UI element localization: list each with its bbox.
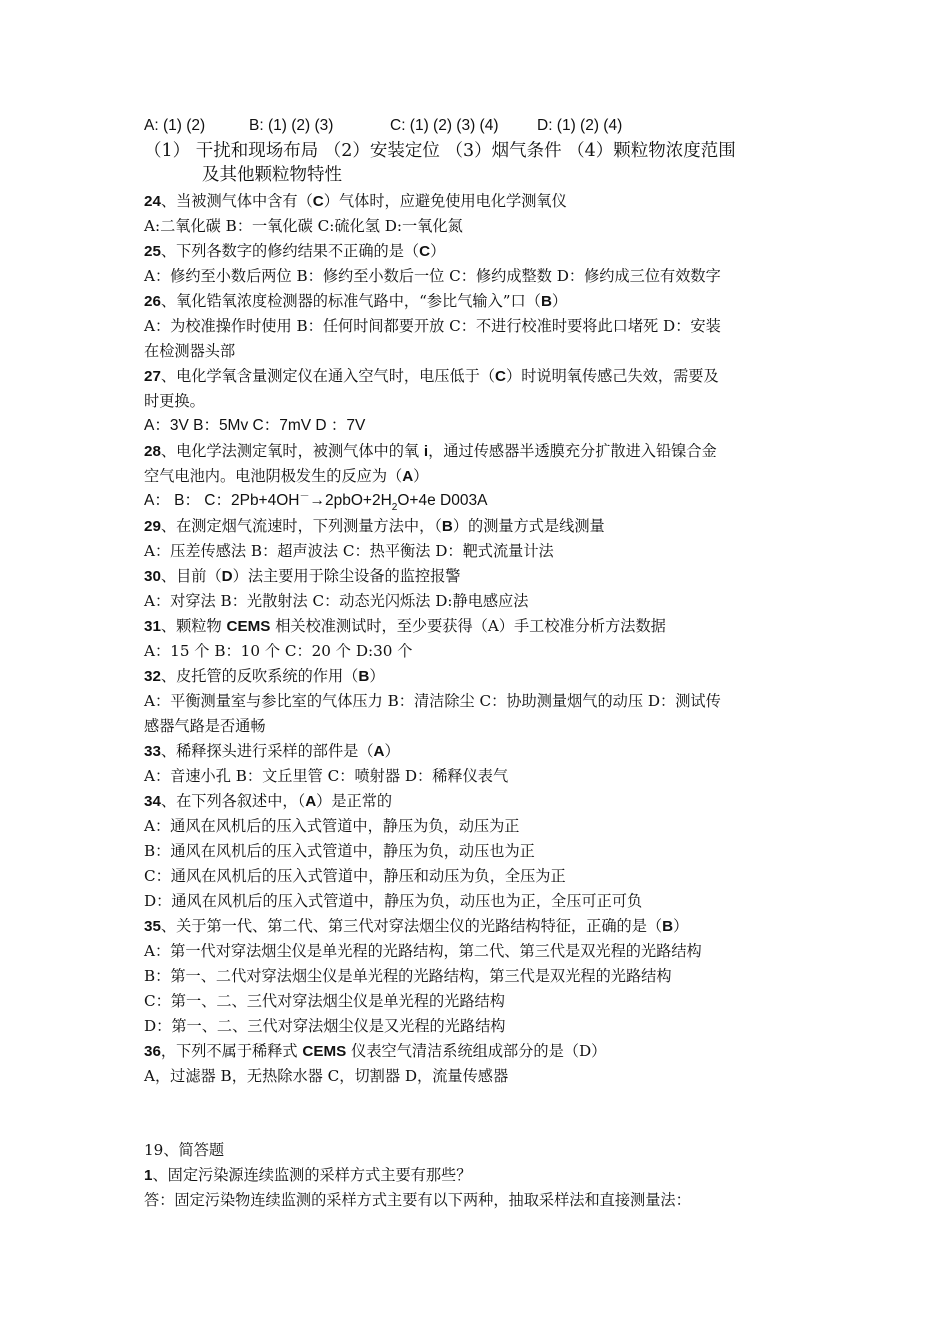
question-36-options: A，过滤器 B，无热除水器 C，切割器 D，流量传感器 (144, 1067, 509, 1085)
question-number: 26 (144, 293, 161, 310)
question-27-cont: 时更换。 (144, 392, 205, 410)
question-34-option-a: A：通风在风机后的压入式管道中，静压为负，动压为正 (144, 817, 520, 835)
short-answer-answer-1: 答：固定污染物连续监测的采样方式主要有以下两种，抽取采样法和直接测量法： (144, 1191, 691, 1209)
answer-options-row (144, 114, 810, 138)
answer-key: B (662, 918, 674, 935)
subscript: 2 (391, 502, 398, 513)
question-text: 、氧化锆氧浓度检测器的标准气路中，“参比气输入”口（ (160, 292, 541, 310)
question-text: 空气电池内。电池阴极发生的反应为（ (144, 467, 403, 485)
question-34-option-c: C：通风在风机后的压入式管道中，静压和动压为负，全压为正 (144, 867, 566, 885)
question-35-option-d: D：第一、二、三代对穿法烟尘仪是又光程的光路结构 (144, 1017, 506, 1035)
question-35-option-c: C：第一、二、三代对穿法烟尘仪是单光程的光路结构 (144, 992, 505, 1010)
question-text: ） (413, 467, 429, 485)
question-number: 28 (144, 443, 161, 460)
question-text: 、目前（ (160, 567, 222, 585)
question-text: ） (384, 742, 400, 760)
option-c: C: (1) (2) (3) (4) (390, 117, 499, 134)
question-text: 相关校准测试时，至少要获得（A）手工校准分析方法数据 (270, 617, 666, 635)
question-text: 、皮托管的反吹系统的作用（ (160, 667, 359, 685)
question-31-options: A：15 个 B：10 个 C：20 个 D:30 个 (144, 642, 413, 660)
answer-key: B (540, 293, 552, 310)
question-25-options: A：修约至小数后两位 B：修约至小数后一位 C：修约成整数 D：修约成三位有效数字 (144, 267, 721, 285)
question-number: 27 (144, 368, 161, 385)
option-b: B: (1) (2) (3) (249, 117, 334, 134)
options-text: →2pbO+2H (309, 492, 392, 509)
question-text: 、在测定烟气流速时，下列测量方法中，（ (160, 517, 442, 535)
question-number: 36 (144, 1043, 161, 1060)
question-27-options: A：3V B：5Mv C：7mV D ：7V (144, 417, 366, 434)
question-24 (144, 189, 567, 214)
question-26-options: A：为校准操作时使用 B：任何时间都要开放 C：不进行校准时要将此口堵死 D：安装 (144, 317, 721, 335)
question-32 (144, 664, 385, 689)
question-number: 1 (144, 1167, 153, 1184)
question-32-options-cont: 感器气路是否通畅 (144, 717, 266, 735)
question-26 (144, 289, 567, 314)
question-text: ） (369, 667, 385, 685)
question-number: 24 (144, 193, 161, 210)
question-text: ，通过传感器半透膜充分扩散进入铅镍合金 (428, 442, 717, 460)
question-29 (144, 514, 605, 539)
question-32-options: A：平衡测量室与参比室的气体压力 B：清洁除尘 C：协助测量烟气的动压 D：测试传 (144, 692, 721, 710)
question-text: ） (430, 242, 446, 260)
question-number: 31 (144, 618, 161, 635)
question-text: ）气体时，应避免使用电化学测氧仪 (323, 192, 567, 210)
question-text: 仪表空气清洁系统组成部分的是（D） (346, 1042, 607, 1060)
option-a: A: (1) (2) (144, 117, 206, 134)
question-number: 30 (144, 568, 161, 585)
question-28 (144, 439, 717, 464)
question-27 (144, 364, 719, 389)
question-34-option-b: B：通风在风机后的压入式管道中，静压为负，动压也为正 (144, 842, 535, 860)
question-number: 34 (144, 793, 161, 810)
question-29-options: A：压差传感法 B：超声波法 C：热平衡法 D：靶式流量计法 (144, 542, 554, 560)
answer-key: C (419, 243, 431, 260)
question-36 (144, 1039, 606, 1064)
question-number: 32 (144, 668, 161, 685)
factor-list-line-1: （1） 干扰和现场布局 （2）安装定位 （3）烟气条件 （4）颗粒物浓度范围 (144, 141, 736, 161)
question-number: 25 (144, 243, 161, 260)
question-number: 29 (144, 518, 161, 535)
options-text: O+4e D003A (397, 492, 488, 509)
question-34 (144, 789, 392, 814)
question-30-options: A：对穿法 B：光散射法 C：动态光闪烁法 D:静电感应法 (144, 592, 529, 610)
question-33 (144, 739, 400, 764)
answer-key: B (441, 518, 453, 535)
question-31 (144, 614, 666, 639)
factor-list-line-2: 及其他颗粒物特性 (202, 165, 342, 185)
question-text: ） (673, 917, 689, 935)
question-text: 、固定污染源连续监测的采样方式主要有那些？ (152, 1166, 472, 1184)
question-text: 、稀释探头进行采样的部件是（ (160, 742, 374, 760)
question-text: ）法主要用于除尘设备的监控报警 (232, 567, 461, 585)
question-24-options: A:二氧化碳 B：一氧化碳 C:硫化氢 D:一氧化氮 (144, 217, 463, 235)
answer-key: A (373, 743, 385, 760)
answer-key: D (221, 568, 233, 585)
question-text: ） (551, 292, 568, 310)
question-28-cont (144, 464, 428, 489)
options-text: A： B： C：2Pb+4OH (144, 492, 300, 509)
question-text: ，下列不属于稀释式 (160, 1042, 303, 1060)
question-35-option-b: B：第一、二代对穿法烟尘仪是单光程的光路结构，第三代是双光程的光路结构 (144, 967, 672, 985)
keyword: CEMS (226, 618, 271, 635)
option-d: D: (1) (2) (4) (537, 117, 623, 134)
question-text: 、电化学法测定氧时，被测气体中的氧 (160, 442, 424, 460)
question-33-options: A：音速小孔 B：文丘里管 C：喷射器 D：稀释仪表气 (144, 767, 509, 785)
question-text: 、在下列各叙述中，（ (160, 792, 306, 810)
question-text: 、下列各数字的修约结果不正确的是（ (160, 242, 420, 260)
question-25 (144, 239, 445, 264)
question-text: 、电化学氧含量测定仪在通入空气时，电压低于（ (160, 367, 496, 385)
question-text: ）时说明氧传感己失效，需要及 (506, 367, 719, 385)
answer-key: A (305, 793, 317, 810)
answer-key: B (358, 668, 370, 685)
question-30 (144, 564, 460, 589)
section-heading: 19、简答题 (144, 1141, 225, 1159)
superscript: － (299, 491, 310, 502)
question-text: ）的测量方式是线测量 (452, 517, 605, 535)
question-26-options-cont: 在检测器头部 (144, 342, 236, 360)
answer-key: C (312, 193, 324, 210)
keyword: CEMS (302, 1043, 347, 1060)
answer-key: i (423, 443, 429, 460)
question-number: 33 (144, 743, 161, 760)
question-34-option-d: D：通风在风机后的压入式管道中，静压为负，动压也为正，全压可正可负 (144, 892, 643, 910)
question-35 (144, 914, 688, 939)
question-28-options (144, 489, 487, 515)
question-text: 、颗粒物 (160, 617, 227, 635)
short-answer-question-1 (144, 1163, 471, 1188)
question-text: 、当被测气体中含有（ (160, 192, 313, 210)
question-number: 35 (144, 918, 161, 935)
question-35-option-a: A：第一代对穿法烟尘仪是单光程的光路结构，第二代、第三代是双光程的光路结构 (144, 942, 702, 960)
question-text: ）是正常的 (316, 792, 393, 810)
question-text: 、关于第一代、第二代、第三代对穿法烟尘仪的光路结构特征，正确的是（ (160, 917, 663, 935)
answer-key: C (495, 368, 506, 385)
answer-key: A (402, 468, 414, 485)
